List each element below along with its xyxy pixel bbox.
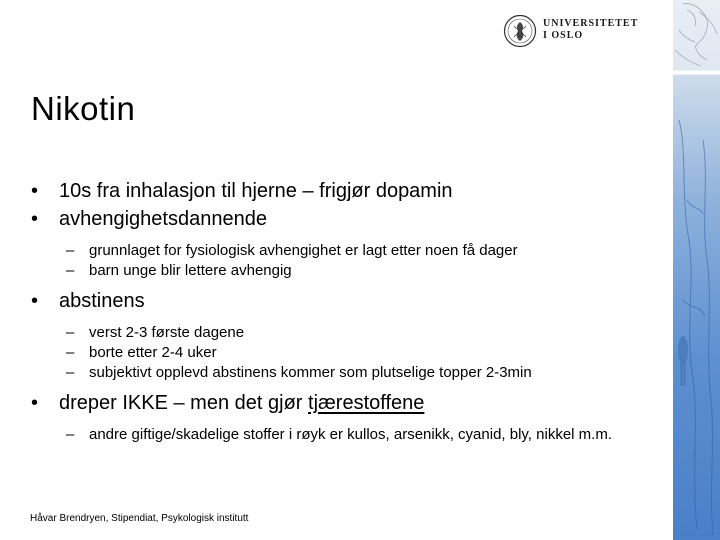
- bullet-text-underlined: tjærestoffene: [308, 392, 425, 414]
- sub-bullet-item: [31, 425, 651, 445]
- sub-bullet-text: andre giftige/skadelige stoffer i røyk er kullos, arsenikk, cyanid, bly, nikkel m.m.: [89, 426, 612, 443]
- bullet-marker: •: [31, 290, 39, 312]
- bullet-item: [31, 205, 651, 233]
- dash-marker: –: [66, 364, 75, 381]
- bullet-item: [31, 177, 651, 205]
- sub-bullet-text: barn unge blir lettere avhengig: [89, 262, 292, 279]
- university-name-line1: UNIVERSITETET: [543, 18, 639, 29]
- slide-title: Nikotin: [31, 90, 136, 127]
- dash-marker: –: [66, 426, 75, 443]
- bullet-marker: •: [31, 392, 39, 414]
- sub-bullet-item: [31, 363, 651, 383]
- sub-bullet-text: subjektivt opplevd abstinens kommer som plutselige topper 2-3min: [89, 364, 532, 381]
- sub-bullet-item: [31, 241, 651, 261]
- bullet-text-prefix: dreper IKKE – men det gjør: [59, 392, 309, 414]
- dash-marker: –: [66, 262, 75, 279]
- bullet-text: abstinens: [59, 290, 145, 312]
- statue-decoration-icon: [673, 0, 720, 540]
- university-logo: [503, 14, 643, 50]
- university-seal-icon: [503, 14, 537, 48]
- decorative-side-panel: [673, 0, 720, 540]
- bullet-marker: •: [31, 208, 39, 230]
- bullet-item: [31, 287, 651, 315]
- dash-marker: –: [66, 344, 75, 361]
- bullet-text: avhengighetsdannende: [59, 208, 267, 230]
- dash-marker: –: [66, 324, 75, 341]
- sub-bullet-item: [31, 343, 651, 363]
- sub-bullet-text: verst 2-3 første dagene: [89, 324, 245, 341]
- slide-body: [31, 177, 651, 445]
- university-name-line2: I OSLO: [543, 30, 584, 41]
- dash-marker: –: [66, 242, 75, 259]
- bullet-item: [31, 389, 651, 417]
- sub-bullet-item: [31, 261, 651, 281]
- bullet-marker: •: [31, 180, 39, 202]
- university-name: [543, 18, 638, 42]
- sub-bullet-item: [31, 323, 651, 343]
- sub-bullet-text: borte etter 2-4 uker: [89, 344, 217, 361]
- slide-footer: Håvar Brendryen, Stipendiat, Psykologisk institutt: [30, 513, 249, 524]
- bullet-text: 10s fra inhalasjon til hjerne – frigjør dopamin: [59, 180, 453, 202]
- sub-bullet-text: grunnlaget for fysiologisk avhengighet er lagt etter noen få dager: [89, 242, 518, 259]
